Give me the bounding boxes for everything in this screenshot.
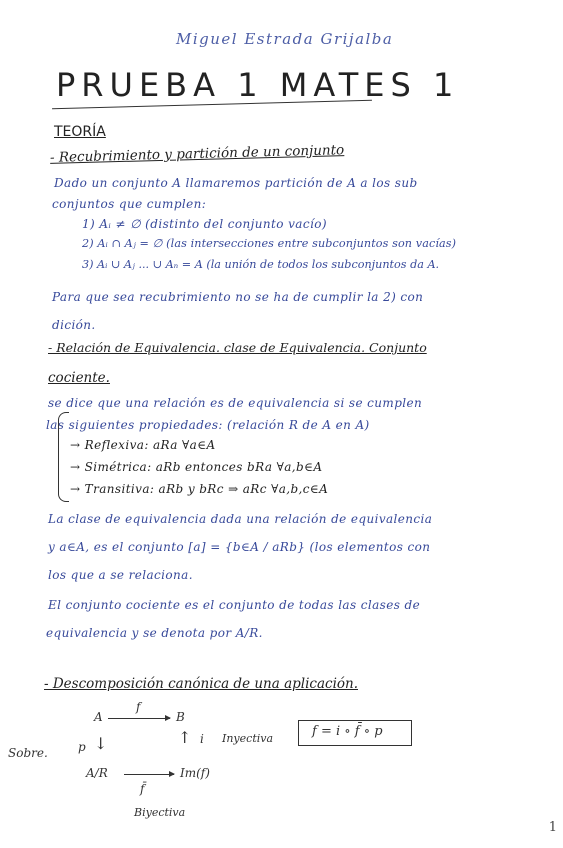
text-line: y a∈A, es el conjunto [a] = {b∈A / aRb} (los elementos con [48, 540, 431, 554]
diagram-label-fbar: f̄ [140, 782, 145, 796]
text-line: dición. [52, 318, 96, 332]
diagram-label-inyectiva: Inyectiva [222, 732, 274, 745]
section-heading-descomposicion: - Descomposición canónica de una aplicación. [44, 676, 359, 692]
page-number: 1 [548, 820, 557, 835]
text-line: 3) Aᵢ ∪ Aⱼ ... ∪ Aₙ = A (la unión de todos los subconjuntos da A. [82, 258, 440, 271]
arrow-i-up: ↑ [178, 728, 192, 747]
arrow-p-down: ↓ [94, 734, 108, 753]
page-title: PRUEBA 1 MATES 1 [56, 66, 460, 104]
text-line: 1) Aᵢ ≠ ∅ (distinto del conjunto vacío) [82, 217, 327, 231]
diagram-node-b: B [176, 710, 185, 724]
diagram-label-f: f [136, 700, 141, 714]
text-line: Para que sea recubrimiento no se ha de cumplir la 2) con [52, 290, 424, 304]
text-line: se dice que una relación es de equivalencia si se cumplen [48, 396, 423, 410]
section-heading-relacion: - Relación de Equivalencia. clase de Equivalencia. Conjunto [48, 340, 427, 355]
arrow-f [108, 718, 170, 719]
section-label: TEORÍA [54, 124, 106, 140]
text-line: Dado un conjunto A llamaremos partición de A a los sub [54, 176, 418, 190]
arrow-fbar [124, 774, 174, 775]
text-line: los que a se relaciona. [48, 568, 193, 582]
formula-text: f = i ∘ f̄ ∘ p [312, 724, 383, 739]
author-name: Miguel Estrada Grijalba [176, 30, 394, 48]
diagram-label-biyectiva: Biyectiva [134, 806, 186, 819]
text-line: equivalencia y se denota por A/R. [46, 626, 263, 640]
section-heading-recubrimiento: - Recubrimiento y partición de un conjunto [49, 142, 345, 166]
property-reflexiva: → Reflexiva: aRa ∀a∈A [70, 438, 216, 452]
text-line: 2) Aᵢ ∩ Aⱼ = ∅ (las intersecciones entre subconjuntos son vacías) [82, 237, 457, 250]
diagram-node-ar: A/R [86, 766, 108, 780]
diagram-label-sobre: Sobre. [8, 746, 48, 760]
diagram-label-p: p [78, 740, 86, 754]
property-simetrica: → Simétrica: aRb entonces bRa ∀a,b∈A [70, 460, 323, 474]
properties-brace [58, 412, 69, 502]
section-heading-cociente: cociente. [48, 370, 110, 386]
text-line: las siguientes propiedades: (relación R de A en A) [46, 418, 370, 432]
diagram-node-imf: Im(f) [180, 766, 210, 780]
text-line: conjuntos que cumplen: [52, 197, 207, 211]
text-line: El conjunto cociente es el conjunto de todas las clases de [48, 598, 421, 612]
property-transitiva: → Transitiva: aRb y bRc ⇒ aRc ∀a,b,c∈A [70, 482, 329, 496]
text-line: La clase de equivalencia dada una relación de equivalencia [48, 512, 433, 526]
diagram-node-a: A [94, 710, 103, 724]
diagram-label-i: i [200, 732, 204, 746]
